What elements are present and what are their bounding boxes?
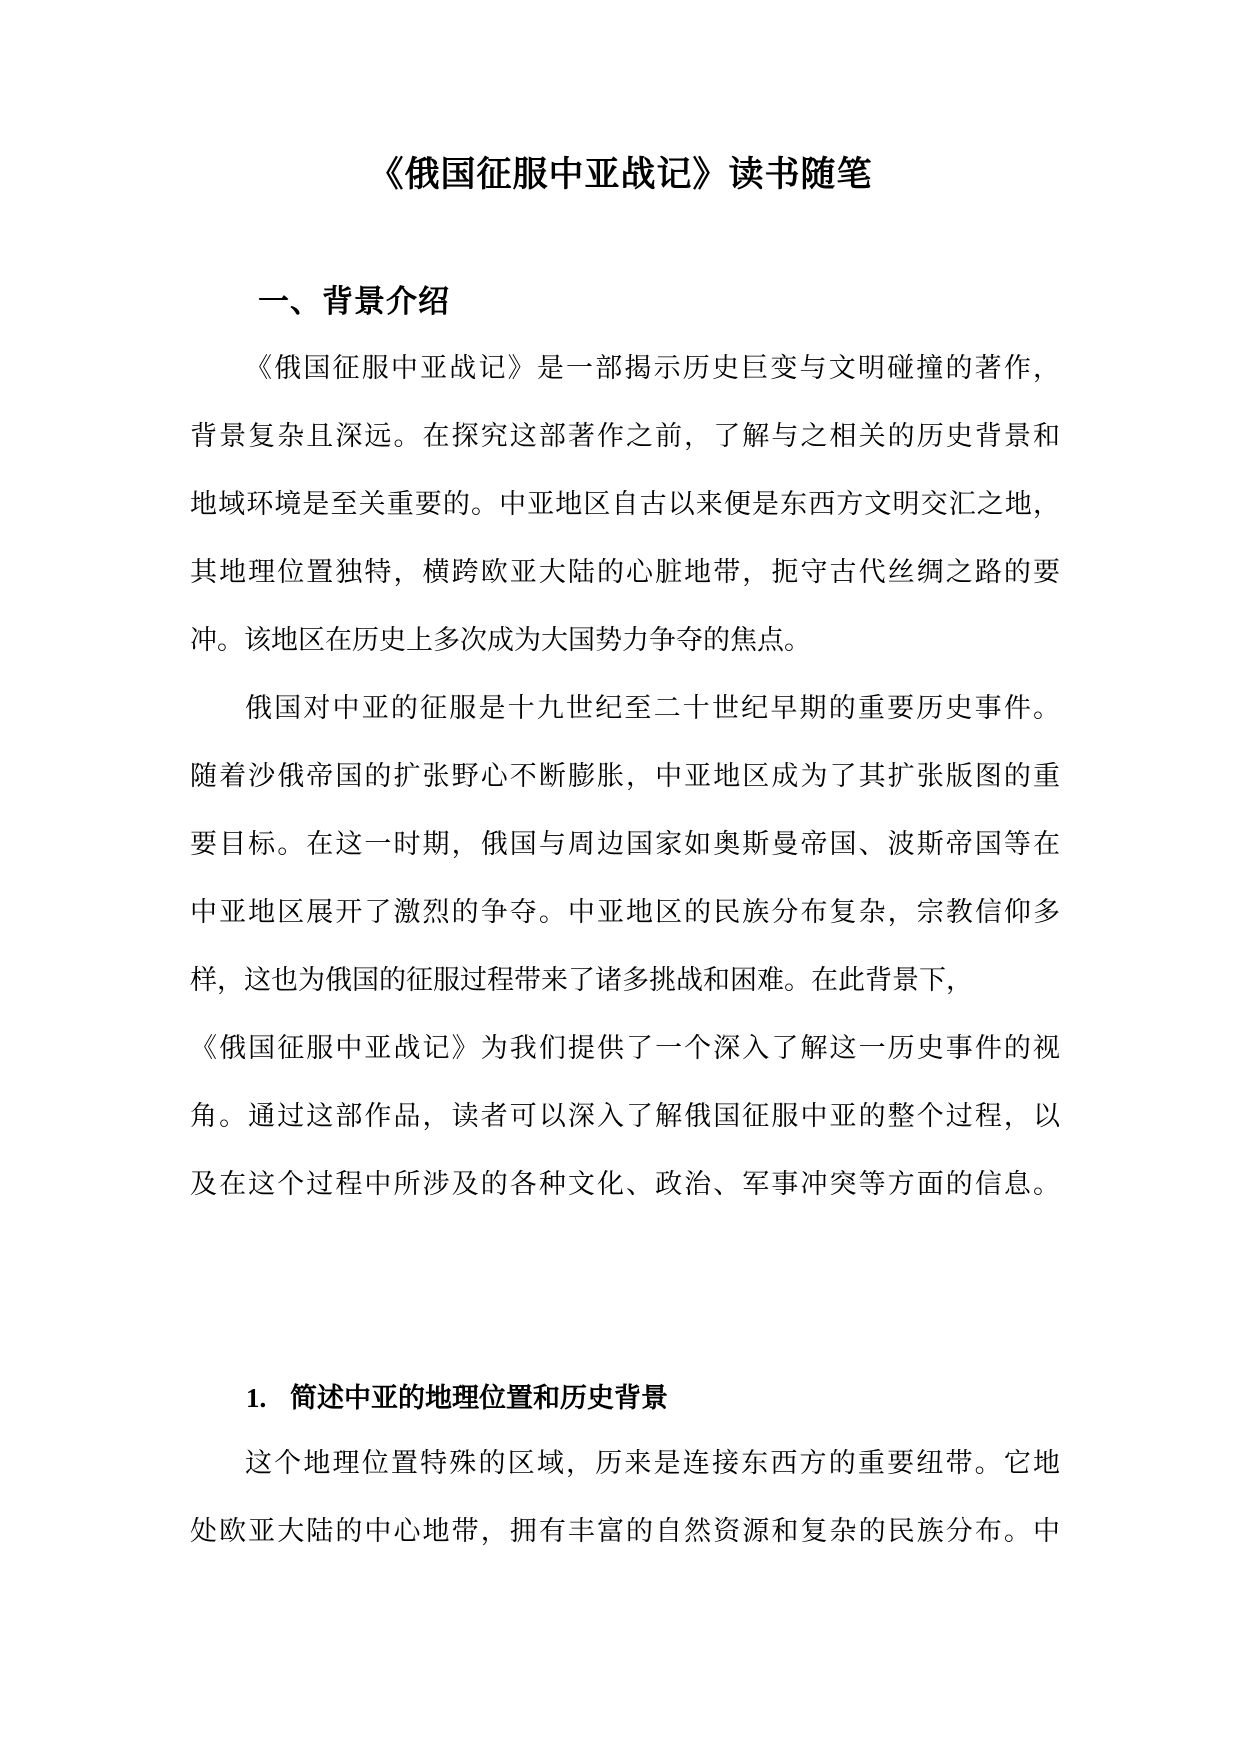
paragraph-line: 《俄国征服中亚战记》为我们提供了一个深入了解这一历史事件的视 xyxy=(190,1033,1060,1064)
paragraph-line: 俄国对中亚的征服是十九世纪至二十世纪早期的重要历史事件。 xyxy=(245,693,1060,724)
subsection-heading-geography xyxy=(246,1378,668,1419)
subsection-title: 简述中亚的地理位置和历史背景 xyxy=(290,1383,668,1414)
paragraph-line: 地域环境是至关重要的。中亚地区自古以来便是东西方文明交汇之地， xyxy=(190,489,1060,520)
paragraph-line: 这个地理位置特殊的区域，历来是连接东西方的重要纽带。它地 xyxy=(245,1448,1060,1479)
subsection-number: 1. xyxy=(246,1383,267,1413)
paragraph-line: 随着沙俄帝国的扩张野心不断膨胀，中亚地区成为了其扩张版图的重 xyxy=(190,761,1060,792)
paragraph-line: 冲。该地区在历史上多次成为大国势力争夺的焦点。 xyxy=(190,625,811,656)
paragraph-line: 中亚地区展开了激烈的争夺。中亚地区的民族分布复杂，宗教信仰多 xyxy=(190,897,1060,928)
paragraph-line: 处欧亚大陆的中心地带，拥有丰富的自然资源和复杂的民族分布。中 xyxy=(190,1516,1060,1547)
paragraph-line: 要目标。在这一时期，俄国与周边国家如奥斯曼帝国、波斯帝国等在 xyxy=(190,829,1060,860)
document-title: 《俄国征服中亚战记》读书随笔 xyxy=(368,154,873,195)
paragraph-line: 样，这也为俄国的征服过程带来了诸多挑战和困难。在此背景下， xyxy=(190,965,973,996)
paragraph-line: 《俄国征服中亚战记》是一部揭示历史巨变与文明碰撞的著作， xyxy=(245,353,1060,384)
paragraph-line: 角。通过这部作品，读者可以深入了解俄国征服中亚的整个过程，以 xyxy=(190,1101,1060,1132)
paragraph-line: 其地理位置独特，横跨欧亚大陆的心脏地带，扼守古代丝绸之路的要 xyxy=(190,557,1060,588)
paragraph-line: 及在这个过程中所涉及的各种文化、政治、军事冲突等方面的信息。 xyxy=(190,1169,1060,1200)
paragraph-russian-conquest xyxy=(190,675,1060,1219)
paragraph-geography xyxy=(190,1430,1060,1566)
paragraph-line: 背景复杂且深远。在探究这部著作之前，了解与之相关的历史背景和 xyxy=(190,421,1060,452)
section-heading-background: 一、背景介绍 xyxy=(258,284,450,320)
paragraph-background-intro xyxy=(190,335,1060,675)
